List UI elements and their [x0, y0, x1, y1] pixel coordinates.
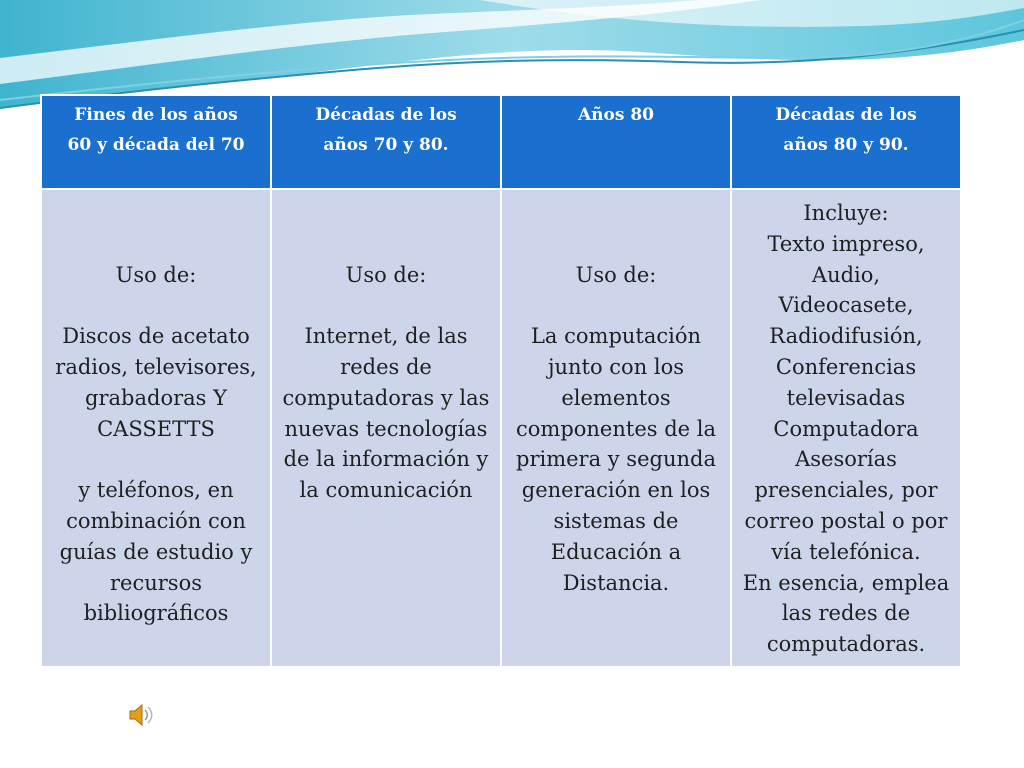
cell-80s-90s: Incluye: Texto impreso, Audio, Videocasete, Radiodifusión, Conferencias televisadas Computadora Asesorías presenciales, por correo postal o por vía telefónica. En esencia, emplea las redes de computadoras. [731, 189, 961, 667]
cell-70s-80s: Uso de: Internet, de las redes de computadoras y las nuevas tecnologías de la información y la comunicación [271, 189, 501, 667]
header-col-60s-70s: Fines de los años 60 y década del 70 [41, 95, 271, 189]
header-col-70s-80s: Décadas de los años 70 y 80. [271, 95, 501, 189]
cell-80s: Uso de: La computación junto con los elementos componentes de la primera y segunda generación en los sistemas de Educación a Distancia. [501, 189, 731, 667]
cell-60s-70s: Uso de: Discos de acetato radios, televisores, grabadoras Y CASSETTS y teléfonos, en combinación con guías de estudio y recursos bibliográficos [41, 189, 271, 667]
comparison-table [40, 94, 962, 668]
header-col-80s: Años 80 [501, 95, 731, 189]
table-header-row [41, 95, 961, 189]
header-col-80s-90s: Décadas de los años 80 y 90. [731, 95, 961, 189]
table-row [41, 189, 961, 667]
speaker-icon[interactable] [126, 700, 156, 730]
